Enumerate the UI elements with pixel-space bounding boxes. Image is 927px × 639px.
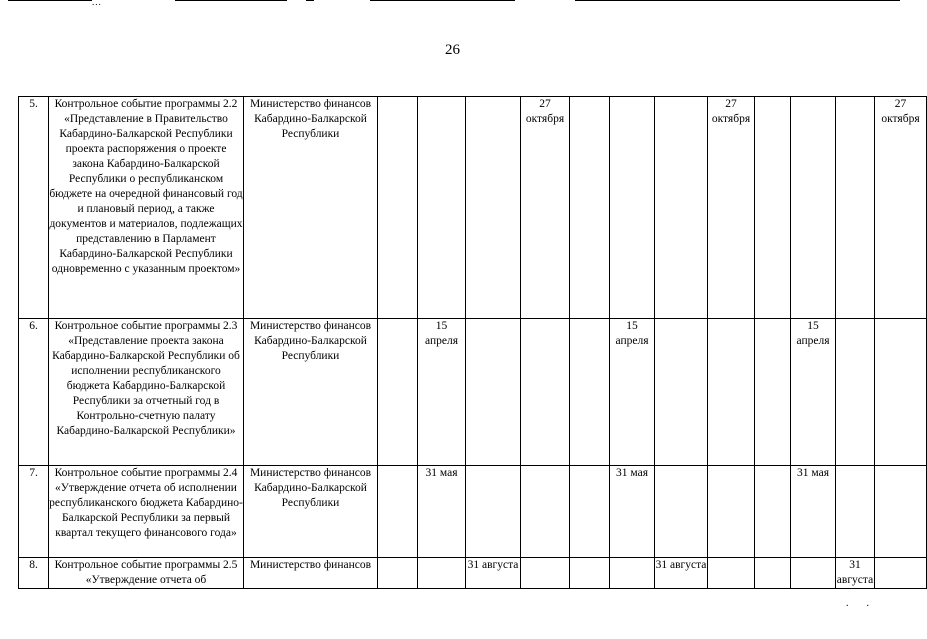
date-cell (708, 319, 755, 466)
date-cell (378, 319, 418, 466)
date-cell (875, 319, 927, 466)
table-row (19, 558, 927, 589)
table-row (19, 466, 927, 558)
event-name: Контрольное событие программы 2.2 «Представление в Правительство Кабардино-Балкарской Республики проекта распоряжения о проекте закона Кабардино-Балкарской Республики о республиканском бюджете на очередной финансовый год и плановый период, а также документов и материалов, подлежащих представлению в Парламент Кабардино-Балкарской Республики одновременно с указанным проектом» (49, 97, 244, 319)
date-cell (570, 466, 610, 558)
executor: Министерство финансов Кабардино-Балкарской Республики (244, 97, 378, 319)
executor: Министерство финансов Кабардино-Балкарской Республики (244, 319, 378, 466)
corner-dots: .. (846, 598, 887, 609)
row-number: 7. (19, 466, 49, 558)
top-rule (175, 0, 287, 1)
row-number: 5. (19, 97, 49, 319)
date-cell (875, 466, 927, 558)
top-rule (575, 0, 900, 1)
date-cell (521, 558, 570, 589)
event-name: Контрольное событие программы 2.3 «Представление проекта закона Кабардино-Балкарской Республики об исполнении республиканского бюджета Кабардино-Балкарской Республики за отчетный год в Контрольно-счетную палату Кабардино-Балкарской Республики» (49, 319, 244, 466)
date-cell (378, 466, 418, 558)
date-cell: 31 мая (791, 466, 836, 558)
date-cell (755, 97, 791, 319)
date-cell: 31 августа (466, 558, 521, 589)
date-cell (418, 558, 466, 589)
date-cell (655, 319, 708, 466)
date-cell: 31 мая (610, 466, 655, 558)
date-cell (791, 558, 836, 589)
table-body (19, 97, 927, 589)
date-cell: 15 апреля (791, 319, 836, 466)
top-dots: ... (92, 0, 102, 7)
date-cell: 15 апреля (418, 319, 466, 466)
date-cell: 31 августа (836, 558, 875, 589)
date-cell (791, 97, 836, 319)
date-cell (418, 97, 466, 319)
date-cell (466, 319, 521, 466)
date-cell (755, 558, 791, 589)
top-rule (306, 0, 314, 1)
date-cell (836, 97, 875, 319)
date-cell (521, 466, 570, 558)
date-cell (708, 466, 755, 558)
schedule-table (18, 96, 927, 589)
date-cell (466, 97, 521, 319)
date-cell (378, 558, 418, 589)
page-number: 26 (445, 42, 460, 58)
date-cell: 31 августа (655, 558, 708, 589)
date-cell (755, 319, 791, 466)
executor: Министерство финансов Кабардино-Балкарской Республики (244, 466, 378, 558)
date-cell (655, 97, 708, 319)
date-cell (708, 558, 755, 589)
date-cell: 31 мая (418, 466, 466, 558)
date-cell: 27 октября (875, 97, 927, 319)
event-name: Контрольное событие программы 2.4 «Утверждение отчета об исполнении республиканского бюджета Кабардино-Балкарской Республики за первый квартал текущего финансового года» (49, 466, 244, 558)
date-cell (610, 558, 655, 589)
row-number: 8. (19, 558, 49, 589)
executor: Министерство финансов (244, 558, 378, 589)
row-number: 6. (19, 319, 49, 466)
date-cell (521, 319, 570, 466)
date-cell: 27 октября (708, 97, 755, 319)
date-cell (836, 319, 875, 466)
date-cell (875, 558, 927, 589)
date-cell (378, 97, 418, 319)
date-cell (836, 466, 875, 558)
date-cell (570, 558, 610, 589)
table-row (19, 97, 927, 319)
top-rule (370, 0, 515, 1)
event-name: Контрольное событие программы 2.5 «Утверждение отчета об (49, 558, 244, 589)
date-cell (466, 466, 521, 558)
top-rule (8, 0, 92, 1)
date-cell (610, 97, 655, 319)
date-cell (655, 466, 708, 558)
date-cell (570, 97, 610, 319)
table-row (19, 319, 927, 466)
date-cell: 15 апреля (610, 319, 655, 466)
date-cell (755, 466, 791, 558)
date-cell (570, 319, 610, 466)
date-cell: 27 октября (521, 97, 570, 319)
